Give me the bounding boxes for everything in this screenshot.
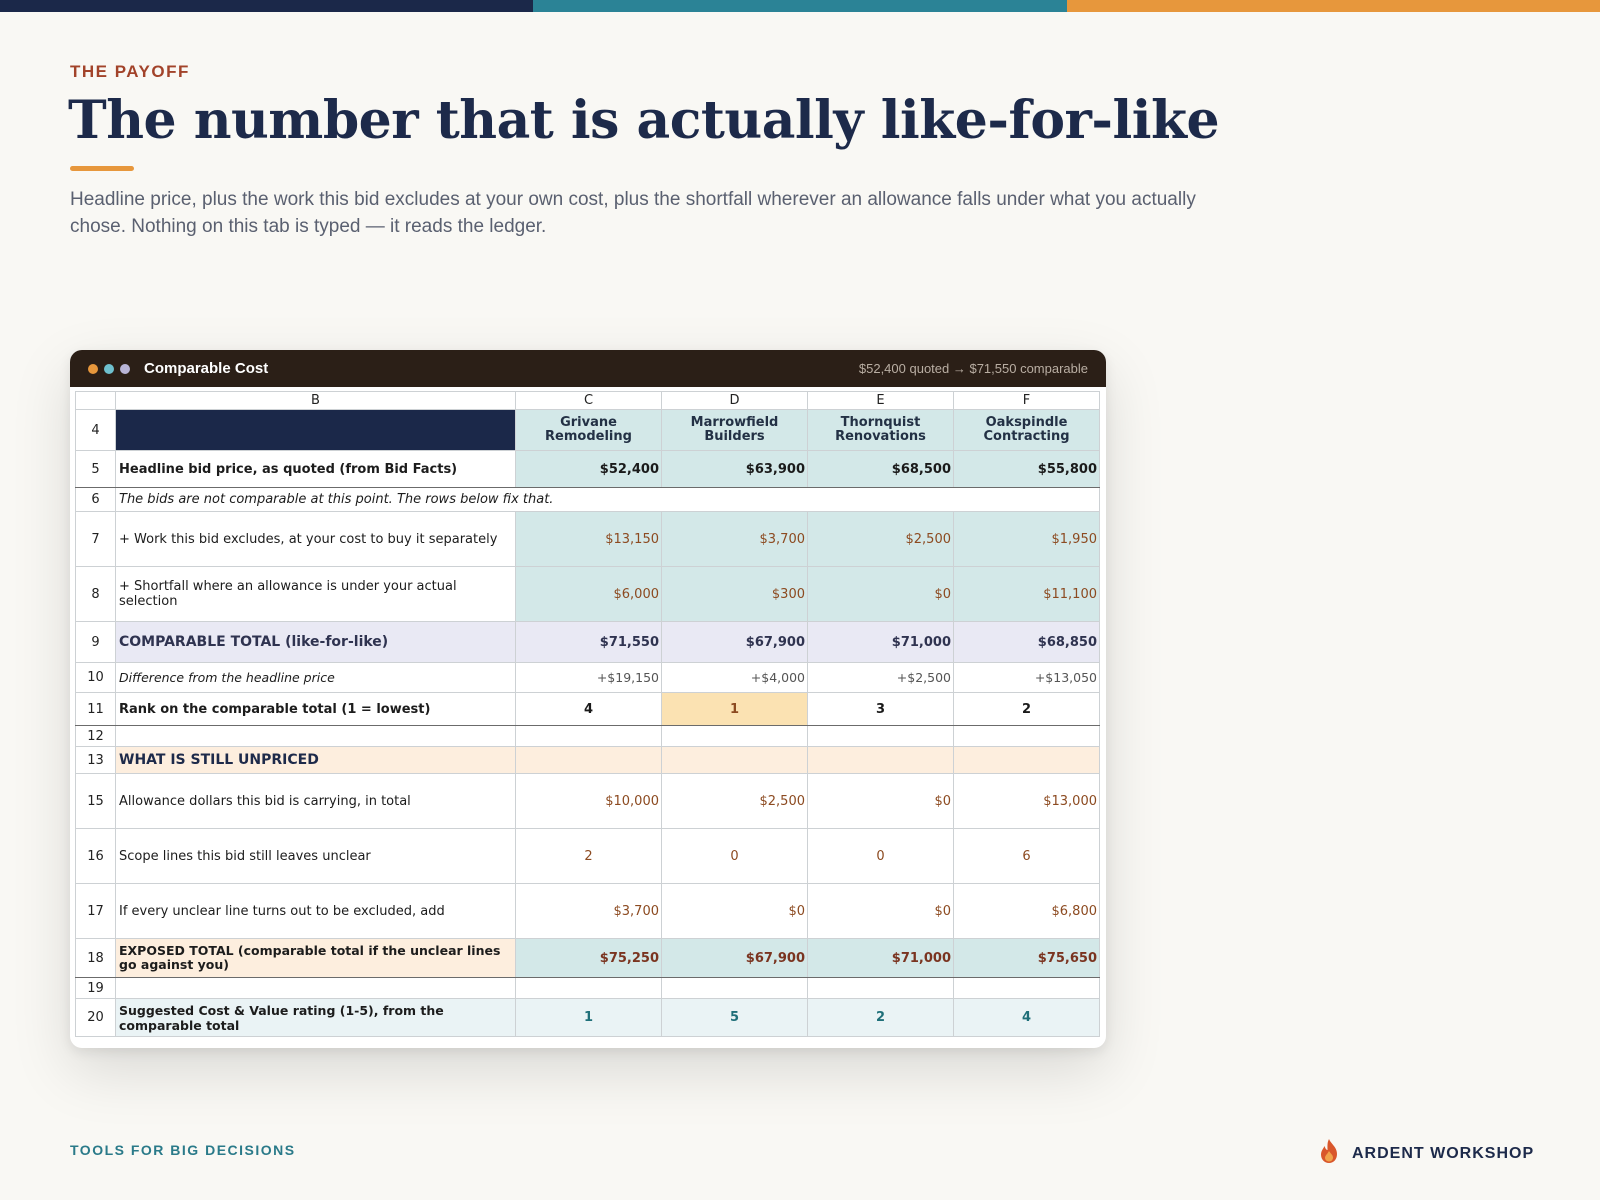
- corner-cell[interactable]: [76, 392, 116, 410]
- row-number[interactable]: 16: [76, 829, 116, 884]
- row-number[interactable]: 6: [76, 488, 116, 512]
- rank-cell[interactable]: 3: [808, 693, 954, 726]
- title-underline: [70, 166, 134, 171]
- row-note: [76, 488, 1100, 512]
- row-number[interactable]: 19: [76, 978, 116, 999]
- row-label[interactable]: + Shortfall where an allowance is under your actual selection: [116, 567, 516, 622]
- value-cell[interactable]: $0: [808, 884, 954, 939]
- value-cell[interactable]: $2,500: [808, 512, 954, 567]
- comparable-cost-grid: [75, 391, 1100, 1037]
- value-cell[interactable]: $11,100: [954, 567, 1100, 622]
- brand-name: ARDENT WORKSHOP: [1352, 1144, 1535, 1162]
- value-cell[interactable]: $55,800: [954, 451, 1100, 488]
- value-cell[interactable]: 0: [808, 829, 954, 884]
- value-cell[interactable]: $2,500: [662, 774, 808, 829]
- eyebrow-label: THE PAYOFF: [70, 62, 190, 81]
- rating-cell[interactable]: 2: [808, 999, 954, 1037]
- page-title: The number that is actually like-for-like: [68, 90, 1220, 151]
- row-label[interactable]: If every unclear line turns out to be excluded, add: [116, 884, 516, 939]
- page-subtitle: Headline price, plus the work this bid excludes at your own cost, plus the shortfall wherever an allowance falls under what you actually chose. Nothing on this tab is typed — it reads the ledger.: [70, 189, 1196, 237]
- value-cell[interactable]: $0: [808, 774, 954, 829]
- window-title: Comparable Cost: [144, 360, 269, 377]
- row-number[interactable]: 8: [76, 567, 116, 622]
- value-cell[interactable]: +$13,050: [954, 663, 1100, 693]
- empty-cell[interactable]: [808, 978, 954, 999]
- value-cell[interactable]: $68,850: [954, 622, 1100, 663]
- rating-cell[interactable]: 4: [954, 999, 1100, 1037]
- row-label[interactable]: + Work this bid excludes, at your cost to buy it separately: [116, 512, 516, 567]
- spreadsheet-window: [70, 350, 1106, 1048]
- vendor-header-grivane[interactable]: Grivane Remodeling: [516, 410, 662, 451]
- value-cell[interactable]: $63,900: [662, 451, 808, 488]
- row-suggested-rating: [76, 999, 1100, 1037]
- empty-cell[interactable]: [808, 726, 954, 747]
- row-section-unpriced: [76, 747, 1100, 774]
- vendor-header-marrowfield[interactable]: Marrowfield Builders: [662, 410, 808, 451]
- row-exposed-total: [76, 939, 1100, 978]
- color-bar-segment: [1067, 0, 1600, 12]
- row-comparable-total: [76, 622, 1100, 663]
- row-number[interactable]: 18: [76, 939, 116, 978]
- value-cell[interactable]: +$2,500: [808, 663, 954, 693]
- value-cell[interactable]: +$4,000: [662, 663, 808, 693]
- row-number[interactable]: 9: [76, 622, 116, 663]
- value-cell[interactable]: $10,000: [516, 774, 662, 829]
- value-cell[interactable]: $52,400: [516, 451, 662, 488]
- footer-brand: [1318, 1138, 1534, 1169]
- value-cell[interactable]: 2: [516, 829, 662, 884]
- window-titlebar: [70, 350, 1106, 387]
- empty-cell[interactable]: [516, 747, 662, 774]
- empty-cell[interactable]: [808, 747, 954, 774]
- value-cell[interactable]: $6,000: [516, 567, 662, 622]
- row-headline-price: [76, 451, 1100, 488]
- row-allowance-shortfall: [76, 567, 1100, 622]
- value-cell[interactable]: $300: [662, 567, 808, 622]
- value-cell[interactable]: $68,500: [808, 451, 954, 488]
- row-number[interactable]: 7: [76, 512, 116, 567]
- rank-cell[interactable]: 2: [954, 693, 1100, 726]
- column-header-c[interactable]: C: [516, 392, 662, 410]
- value-cell[interactable]: $1,950: [954, 512, 1100, 567]
- note-cell[interactable]: The bids are not comparable at this point. The rows below fix that.: [116, 488, 1100, 512]
- value-cell[interactable]: $6,800: [954, 884, 1100, 939]
- value-cell[interactable]: 6: [954, 829, 1100, 884]
- empty-cell[interactable]: [954, 726, 1100, 747]
- value-cell[interactable]: $0: [808, 567, 954, 622]
- color-bar-segment: [533, 0, 1066, 12]
- column-header-b[interactable]: B: [116, 392, 516, 410]
- row-number[interactable]: 11: [76, 693, 116, 726]
- window-dot-lavender[interactable]: [120, 364, 130, 374]
- value-cell[interactable]: $67,900: [662, 622, 808, 663]
- value-cell[interactable]: $71,000: [808, 939, 954, 978]
- value-cell[interactable]: $67,900: [662, 939, 808, 978]
- row-number[interactable]: 12: [76, 726, 116, 747]
- row-number[interactable]: 5: [76, 451, 116, 488]
- rank-cell-best[interactable]: 1: [662, 693, 808, 726]
- row-empty: [76, 726, 1100, 747]
- empty-cell[interactable]: [516, 978, 662, 999]
- column-header-f[interactable]: F: [954, 392, 1100, 410]
- footer-tagline: TOOLS FOR BIG DECISIONS: [70, 1142, 296, 1158]
- value-cell[interactable]: +$19,150: [516, 663, 662, 693]
- empty-cell[interactable]: [516, 726, 662, 747]
- header-blank-cell[interactable]: [116, 410, 516, 451]
- row-label[interactable]: Suggested Cost & Value rating (1-5), from the comparable total: [116, 999, 516, 1037]
- row-unclear-lines: [76, 829, 1100, 884]
- row-number[interactable]: 20: [76, 999, 116, 1037]
- value-cell[interactable]: 0: [662, 829, 808, 884]
- rank-cell[interactable]: 4: [516, 693, 662, 726]
- window-dot-orange[interactable]: [88, 364, 98, 374]
- row-allowance-dollars: [76, 774, 1100, 829]
- window-dot-teal[interactable]: [104, 364, 114, 374]
- empty-cell[interactable]: [116, 978, 516, 999]
- row-number[interactable]: 17: [76, 884, 116, 939]
- column-header-e[interactable]: E: [808, 392, 954, 410]
- empty-cell[interactable]: [954, 747, 1100, 774]
- row-number[interactable]: 10: [76, 663, 116, 693]
- vendor-header-oakspindle[interactable]: Oakspindle Contracting: [954, 410, 1100, 451]
- row-difference: [76, 663, 1100, 693]
- column-header-row: [76, 392, 1100, 410]
- row-number[interactable]: 13: [76, 747, 116, 774]
- row-label[interactable]: Allowance dollars this bid is carrying, in total: [116, 774, 516, 829]
- value-cell[interactable]: $3,700: [516, 884, 662, 939]
- value-cell[interactable]: $75,650: [954, 939, 1100, 978]
- value-cell[interactable]: $3,700: [662, 512, 808, 567]
- window-meta: $52,400 quoted → $71,550 comparable: [858, 361, 1088, 376]
- row-label[interactable]: COMPARABLE TOTAL (like-for-like): [116, 622, 516, 663]
- row-label[interactable]: Rank on the comparable total (1 = lowest): [116, 693, 516, 726]
- empty-cell[interactable]: [662, 747, 808, 774]
- empty-cell[interactable]: [662, 978, 808, 999]
- value-cell[interactable]: $0: [662, 884, 808, 939]
- row-label[interactable]: EXPOSED TOTAL (comparable total if the unclear lines go against you): [116, 939, 516, 978]
- row-unclear-add: [76, 884, 1100, 939]
- row-label[interactable]: Scope lines this bid still leaves unclear: [116, 829, 516, 884]
- rating-cell[interactable]: 5: [662, 999, 808, 1037]
- value-cell[interactable]: $71,550: [516, 622, 662, 663]
- value-cell[interactable]: $13,150: [516, 512, 662, 567]
- vendor-header-thornquist[interactable]: Thornquist Renovations: [808, 410, 954, 451]
- row-number[interactable]: 4: [76, 410, 116, 451]
- value-cell[interactable]: $13,000: [954, 774, 1100, 829]
- rating-cell[interactable]: 1: [516, 999, 662, 1037]
- empty-cell[interactable]: [662, 726, 808, 747]
- empty-cell[interactable]: [954, 978, 1100, 999]
- row-rank: [76, 693, 1100, 726]
- column-header-d[interactable]: D: [662, 392, 808, 410]
- row-excluded-work: [76, 512, 1100, 567]
- row-label[interactable]: Headline bid price, as quoted (from Bid Facts): [116, 451, 516, 488]
- flame-logo-icon: [1318, 1138, 1340, 1169]
- row-number[interactable]: 15: [76, 774, 116, 829]
- row-label[interactable]: Difference from the headline price: [116, 663, 516, 693]
- value-cell[interactable]: $71,000: [808, 622, 954, 663]
- vendor-header-row: [76, 410, 1100, 451]
- empty-cell[interactable]: [116, 726, 516, 747]
- value-cell[interactable]: $75,250: [516, 939, 662, 978]
- row-empty: [76, 978, 1100, 999]
- color-bar-segment: [0, 0, 533, 12]
- section-heading[interactable]: WHAT IS STILL UNPRICED: [116, 747, 516, 774]
- top-color-bar: [0, 0, 1600, 12]
